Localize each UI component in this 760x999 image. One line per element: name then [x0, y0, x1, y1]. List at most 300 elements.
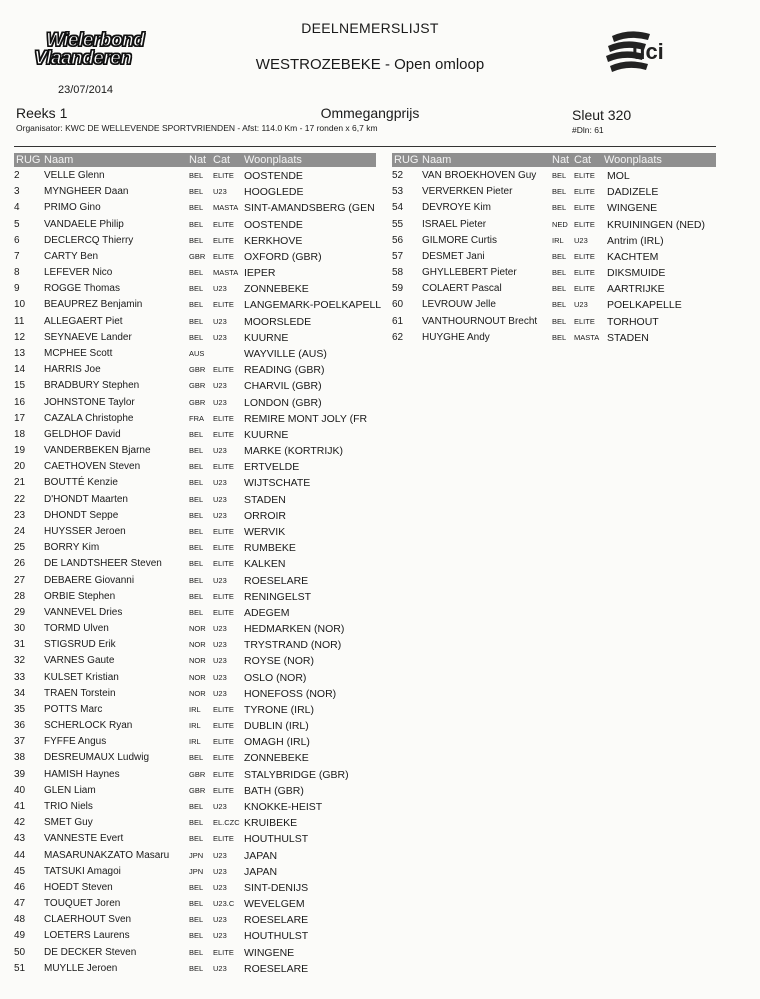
residence: REMIRE MONT JOLY (FR [244, 412, 368, 425]
rug-number: 5 [14, 218, 20, 230]
rug-number: 53 [392, 186, 404, 198]
category: U23 [213, 866, 227, 876]
nationality: BEL [189, 462, 204, 472]
residence: RENINGELST [244, 590, 312, 603]
residence: WERVIK [244, 525, 286, 538]
category: ELITE [213, 559, 234, 569]
nationality: NOR [189, 656, 206, 666]
nationality: NOR [189, 672, 206, 682]
table-row [14, 395, 376, 411]
nationality: BEL [189, 300, 204, 310]
rug-number: 11 [14, 315, 25, 327]
nationality: BEL [189, 316, 204, 326]
table-row [14, 718, 376, 734]
rug-number: 57 [392, 250, 404, 262]
rug-number: 16 [14, 396, 26, 408]
residence: KUURNE [244, 428, 289, 441]
rider-name: DESREUMAUX Ludwig [44, 752, 150, 764]
rider-name: MYNGHEER Daan [44, 186, 129, 198]
table-row [14, 670, 376, 686]
category: ELITE [213, 721, 234, 731]
residence: KRUIBEKE [244, 817, 298, 830]
rug-number: 40 [14, 784, 26, 796]
residence: DIKSMUIDE [607, 267, 666, 280]
residence: LONDON (GBR) [244, 396, 322, 409]
category: EL.CZC [213, 818, 240, 828]
rider-name: LOETERS Laurens [44, 930, 130, 942]
residence: WINGENE [607, 202, 658, 215]
table-row [14, 378, 376, 394]
uci-logo-text: uci [632, 39, 664, 64]
col-woonplaats: Woonplaats [244, 154, 302, 166]
rug-number: 21 [14, 477, 26, 489]
nationality: BEL [552, 300, 567, 310]
category: ELITE [213, 413, 234, 423]
rug-number: 58 [392, 267, 404, 279]
rider-name: VANTHOURNOUT Brecht [422, 315, 538, 327]
nationality: GBR [189, 381, 206, 391]
nationality: BEL [189, 171, 204, 180]
rider-name: DEBAERE Giovanni [44, 574, 135, 586]
residence: IEPER [244, 267, 276, 280]
table-row [14, 184, 376, 200]
col-rug: RUG [16, 154, 41, 166]
table-row [14, 475, 376, 491]
uci-logo [600, 26, 680, 80]
category: U23 [213, 688, 227, 698]
rider-name: D'HONDT Maarten [44, 493, 128, 505]
col-cat: Cat [213, 154, 231, 166]
rider-name: MCPHEE Scott [44, 347, 113, 359]
table-row [14, 928, 376, 944]
rider-name: DECLERCQ Thierry [44, 234, 134, 246]
category: U23 [213, 882, 227, 892]
category: U23 [213, 915, 227, 925]
nationality: BEL [189, 268, 204, 278]
category: U23 [213, 575, 227, 585]
category: U23 [574, 300, 588, 310]
category: ELITE [213, 300, 234, 310]
rug-number: 37 [14, 736, 26, 748]
rug-number: 25 [14, 542, 26, 554]
rug-number: 35 [14, 703, 26, 715]
rug-number: 9 [14, 283, 20, 295]
rider-name: HARRIS Joe [44, 364, 101, 376]
category: ELITE [213, 834, 234, 844]
nationality: BEL [189, 834, 204, 844]
rider-name: MASARUNAKZATO Masaru [44, 849, 170, 861]
table-row [14, 767, 376, 783]
category: U23 [213, 316, 227, 326]
table-row [14, 556, 376, 572]
rug-number: 39 [14, 768, 26, 780]
rug-number: 27 [14, 574, 26, 586]
category: U23 [213, 478, 227, 488]
rider-name: JOHNSTONE Taylor [44, 396, 135, 408]
category: U23 [213, 510, 227, 520]
table-row [14, 540, 376, 556]
category: ELITE [213, 251, 234, 261]
rug-number: 51 [14, 962, 26, 974]
nationality: BEL [189, 203, 204, 213]
table-row [392, 330, 716, 346]
table-row [14, 637, 376, 653]
rider-name: PRIMO Gino [44, 202, 101, 214]
residence: STALYBRIDGE (GBR) [244, 768, 349, 781]
rug-number: 54 [392, 202, 404, 214]
category: ELITE [213, 365, 234, 375]
residence: SINT-DENIJS [244, 881, 309, 894]
rug-number: 48 [14, 914, 26, 926]
category: U23 [213, 284, 227, 294]
rider-name: VANNEVEL Dries [44, 606, 123, 618]
rug-number: 52 [392, 170, 404, 181]
residence: ADEGEM [244, 606, 290, 619]
nationality: BEL [552, 332, 567, 342]
page-title: DEELNEMERSLIJST [301, 20, 439, 36]
nationality: BEL [552, 284, 567, 294]
nationality: BEL [189, 882, 204, 892]
rug-number: 6 [14, 234, 20, 246]
rug-number: 47 [14, 898, 26, 910]
rug-number: 41 [14, 801, 26, 813]
rider-name: BOUTTÉ Kenzie [44, 477, 118, 489]
nationality: BEL [189, 494, 204, 504]
nationality: BEL [189, 753, 204, 763]
nationality: BEL [189, 899, 204, 909]
rider-name: VERVERKEN Pieter [422, 186, 513, 198]
rider-name: DEVROYE Kim [422, 202, 491, 214]
rider-name: MUYLLE Jeroen [44, 962, 118, 974]
race-title: WESTROZEBEKE - Open omloop [255, 56, 485, 73]
rug-number: 61 [392, 315, 404, 327]
table-row [392, 314, 716, 330]
category: ELITE [574, 171, 595, 180]
rider-name: BEAUPREZ Benjamin [44, 299, 143, 311]
rug-number: 13 [14, 347, 26, 359]
residence: KNOKKE-HEIST [244, 801, 323, 814]
category: U23 [213, 397, 227, 407]
nationality: IRL [189, 721, 201, 731]
residence: HOUTHULST [244, 833, 309, 846]
rider-name: LEVROUW Jelle [422, 299, 496, 311]
residence: OOSTENDE [244, 170, 303, 182]
nationality: NED [552, 219, 568, 229]
nationality: BEL [189, 510, 204, 520]
table-row [14, 815, 376, 831]
category: ELITE [213, 526, 234, 536]
table-row [392, 281, 716, 297]
residence: ERTVELDE [244, 461, 300, 474]
rug-number: 56 [392, 234, 404, 246]
rug-number: 30 [14, 623, 26, 635]
category: ELITE [213, 219, 234, 229]
rug-number: 49 [14, 930, 26, 942]
residence: DADIZELE [607, 186, 659, 199]
category: ELITE [574, 203, 595, 213]
nationality: BEL [189, 187, 204, 197]
residence: CHARVIL (GBR) [244, 380, 322, 393]
rug-number: 14 [14, 364, 26, 376]
residence: ROESELARE [244, 914, 309, 927]
residence: HONEFOSS (NOR) [244, 687, 337, 700]
residence: READING (GBR) [244, 364, 325, 377]
category: ELITE [213, 171, 234, 180]
residence: OMAGH (IRL) [244, 736, 310, 749]
table-row [14, 912, 376, 928]
table-row [14, 524, 376, 540]
nationality: BEL [552, 268, 567, 278]
category: MASTA [574, 332, 600, 342]
category: ELITE [213, 429, 234, 439]
residence: STADEN [244, 493, 286, 506]
table-row [14, 281, 376, 297]
category: ELITE [213, 591, 234, 601]
table-row [14, 573, 376, 589]
rider-name: GELDHOF David [44, 428, 121, 440]
rug-number: 42 [14, 817, 26, 829]
nationality: BEL [189, 802, 204, 812]
table-row [14, 508, 376, 524]
logo-line-1: Wielerbond [46, 30, 145, 51]
nationality: GBR [189, 251, 206, 261]
residence: SINT-AMANDSBERG (GEN [244, 202, 375, 215]
nationality: BEL [189, 478, 204, 488]
table-row [14, 734, 376, 750]
table-row [14, 799, 376, 815]
rider-name: HAMISH Haynes [44, 768, 120, 780]
rug-number: 50 [14, 946, 26, 958]
residence: WEVELGEM [244, 898, 305, 911]
table-row [14, 168, 376, 184]
category: ELITE [213, 737, 234, 747]
rider-name: LEFEVER Nico [44, 267, 113, 279]
table-row [14, 297, 382, 313]
nationality: IRL [189, 704, 201, 714]
residence: KALKEN [244, 558, 286, 571]
category: U23 [213, 624, 227, 634]
category: U23 [213, 494, 227, 504]
rider-name: ORBIE Stephen [44, 590, 116, 602]
residence: ROESELARE [244, 962, 309, 975]
series-label: Reeks 1 [16, 105, 68, 121]
table-row [14, 945, 376, 961]
rug-number: 18 [14, 428, 26, 440]
rug-number: 4 [14, 202, 20, 214]
rider-name: GHYLLEBERT Pieter [422, 267, 517, 279]
rug-number: 22 [14, 493, 26, 505]
rider-name: TRAEN Torstein [44, 687, 116, 699]
table-row [392, 168, 716, 184]
residence: WAYVILLE (AUS) [244, 347, 327, 360]
category: U23 [213, 931, 227, 941]
category: U23 [213, 963, 227, 973]
residence: RUMBEKE [244, 542, 296, 555]
table-row [392, 265, 716, 281]
residence: STADEN [607, 331, 649, 344]
rug-number: 45 [14, 865, 26, 877]
rider-name: ISRAEL Pieter [422, 218, 487, 230]
col-nat: Nat [552, 154, 570, 166]
residence: WINGENE [244, 946, 295, 959]
nationality: JPN [189, 850, 204, 860]
rug-number: 26 [14, 558, 26, 570]
nationality: NOR [189, 688, 206, 698]
nationality: GBR [189, 785, 206, 795]
table-row [14, 265, 376, 281]
table-row [392, 249, 716, 265]
rug-number: 36 [14, 720, 26, 732]
rug-number: 55 [392, 218, 404, 230]
table-row [392, 184, 716, 200]
col-cat: Cat [574, 154, 592, 166]
residence: POELKAPELLE [607, 299, 682, 312]
rider-name: BRADBURY Stephen [44, 380, 140, 392]
table-row [14, 346, 376, 362]
rider-name: HOEDT Steven [44, 881, 113, 893]
nationality: BEL [189, 219, 204, 229]
residence: TORHOUT [607, 315, 659, 328]
nationality: AUS [189, 348, 205, 358]
rider-name: VARNES Gaute [44, 655, 115, 667]
rider-name: STIGSRUD Erik [44, 639, 116, 651]
residence: JAPAN [244, 865, 278, 878]
rider-name: CAZALA Christophe [44, 412, 134, 424]
table-row [14, 864, 376, 880]
nationality: BEL [189, 915, 204, 925]
category: MASTA [213, 268, 239, 278]
residence: KUURNE [244, 331, 289, 344]
nationality: NOR [189, 624, 206, 634]
table-row [14, 589, 376, 605]
residence: BATH (GBR) [244, 784, 304, 797]
category: U23 [574, 235, 588, 245]
table-row [14, 233, 376, 249]
nationality: BEL [552, 187, 567, 197]
rug-number: 31 [14, 639, 26, 651]
nationality: BEL [189, 446, 204, 456]
sleut-label: Sleut 320 [572, 107, 632, 123]
table-row [392, 200, 716, 216]
document-date: 23/07/2014 [58, 84, 114, 96]
logo-line-2: Vlaanderen [34, 48, 132, 69]
nationality: BEL [189, 963, 204, 973]
rider-name: CAETHOVEN Steven [44, 461, 141, 473]
category: ELITE [213, 462, 234, 472]
table-row [392, 297, 716, 313]
rider-name: SMET Guy [44, 817, 93, 829]
table-row [14, 314, 376, 330]
nationality: GBR [189, 365, 206, 375]
table-header-left [14, 153, 376, 167]
residence: KERKHOVE [244, 234, 303, 247]
table-row [14, 783, 376, 799]
nationality: BEL [189, 947, 204, 957]
rug-number: 8 [14, 267, 20, 279]
category: ELITE [213, 704, 234, 714]
rider-name: ROGGE Thomas [44, 283, 120, 295]
rug-number: 44 [14, 849, 26, 861]
nationality: NOR [189, 640, 206, 650]
residence: TRYSTRAND (NOR) [244, 639, 342, 652]
rider-name: TORMD Ulven [44, 623, 109, 635]
residence: HOOGLEDE [244, 186, 304, 199]
table-row [14, 200, 376, 216]
rider-name: ALLEGAERT Piet [44, 315, 123, 327]
prize-name: Ommegangprijs [320, 105, 420, 121]
nationality: BEL [189, 591, 204, 601]
organizer-line: Organisator: KWC DE WELLEVENDE SPORTVRIENDEN - Afst: 114.0 Km - 17 ronden x 6,7 km [16, 123, 378, 133]
rider-name: TOUQUET Joren [44, 898, 121, 910]
header-divider [14, 146, 716, 147]
table-row [14, 653, 376, 669]
nationality: BEL [189, 607, 204, 617]
nationality: BEL [552, 203, 567, 213]
table-row [14, 249, 376, 265]
residence: ORROIR [244, 509, 286, 522]
residence: ZONNEBEKE [244, 283, 309, 296]
rider-name: CLAERHOUT Sven [44, 914, 132, 926]
category: U23 [213, 672, 227, 682]
rider-name: VANDAELE Philip [44, 218, 124, 230]
residence: KACHTEM [607, 250, 659, 263]
nationality: IRL [552, 235, 564, 245]
rider-name: VANNESTE Evert [44, 833, 124, 845]
rug-number: 15 [14, 380, 26, 392]
nationality: JPN [189, 866, 204, 876]
rug-number: 3 [14, 186, 20, 198]
rider-name: SEYNAEVE Lander [44, 331, 132, 343]
nationality: GBR [189, 769, 206, 779]
category: ELITE [574, 187, 595, 197]
rider-name: POTTS Marc [44, 703, 103, 715]
table-row [14, 330, 376, 346]
rug-number: 7 [14, 250, 20, 262]
rug-number: 34 [14, 687, 26, 699]
rug-number: 32 [14, 655, 26, 667]
nationality: BEL [552, 316, 567, 326]
table-row [14, 686, 376, 702]
nationality: BEL [552, 251, 567, 261]
rider-name: TRIO Niels [44, 801, 93, 813]
rug-number: 59 [392, 283, 404, 295]
rug-number: 38 [14, 752, 26, 764]
rug-number: 24 [14, 525, 26, 537]
table-row [14, 605, 376, 621]
residence: MOL [607, 170, 630, 182]
category: ELITE [574, 316, 595, 326]
residence: HOUTHULST [244, 930, 309, 943]
category: U23 [213, 381, 227, 391]
category: ELITE [213, 607, 234, 617]
participant-count: #Dln: 61 [572, 125, 604, 135]
category: U23 [213, 332, 227, 342]
table-row [14, 459, 376, 475]
category: ELITE [213, 769, 234, 779]
category: U23 [213, 640, 227, 650]
category: ELITE [213, 947, 234, 957]
rug-number: 46 [14, 881, 26, 893]
residence: JAPAN [244, 849, 278, 862]
rider-name: VELLE Glenn [44, 170, 105, 181]
col-rug: RUG [394, 154, 419, 166]
residence: TYRONE (IRL) [244, 703, 315, 716]
rug-number: 29 [14, 606, 26, 618]
table-row [14, 750, 376, 766]
residence: HEDMARKEN (NOR) [244, 623, 345, 636]
category: U23 [213, 656, 227, 666]
rider-name: TATSUKI Amagoi [44, 865, 121, 877]
